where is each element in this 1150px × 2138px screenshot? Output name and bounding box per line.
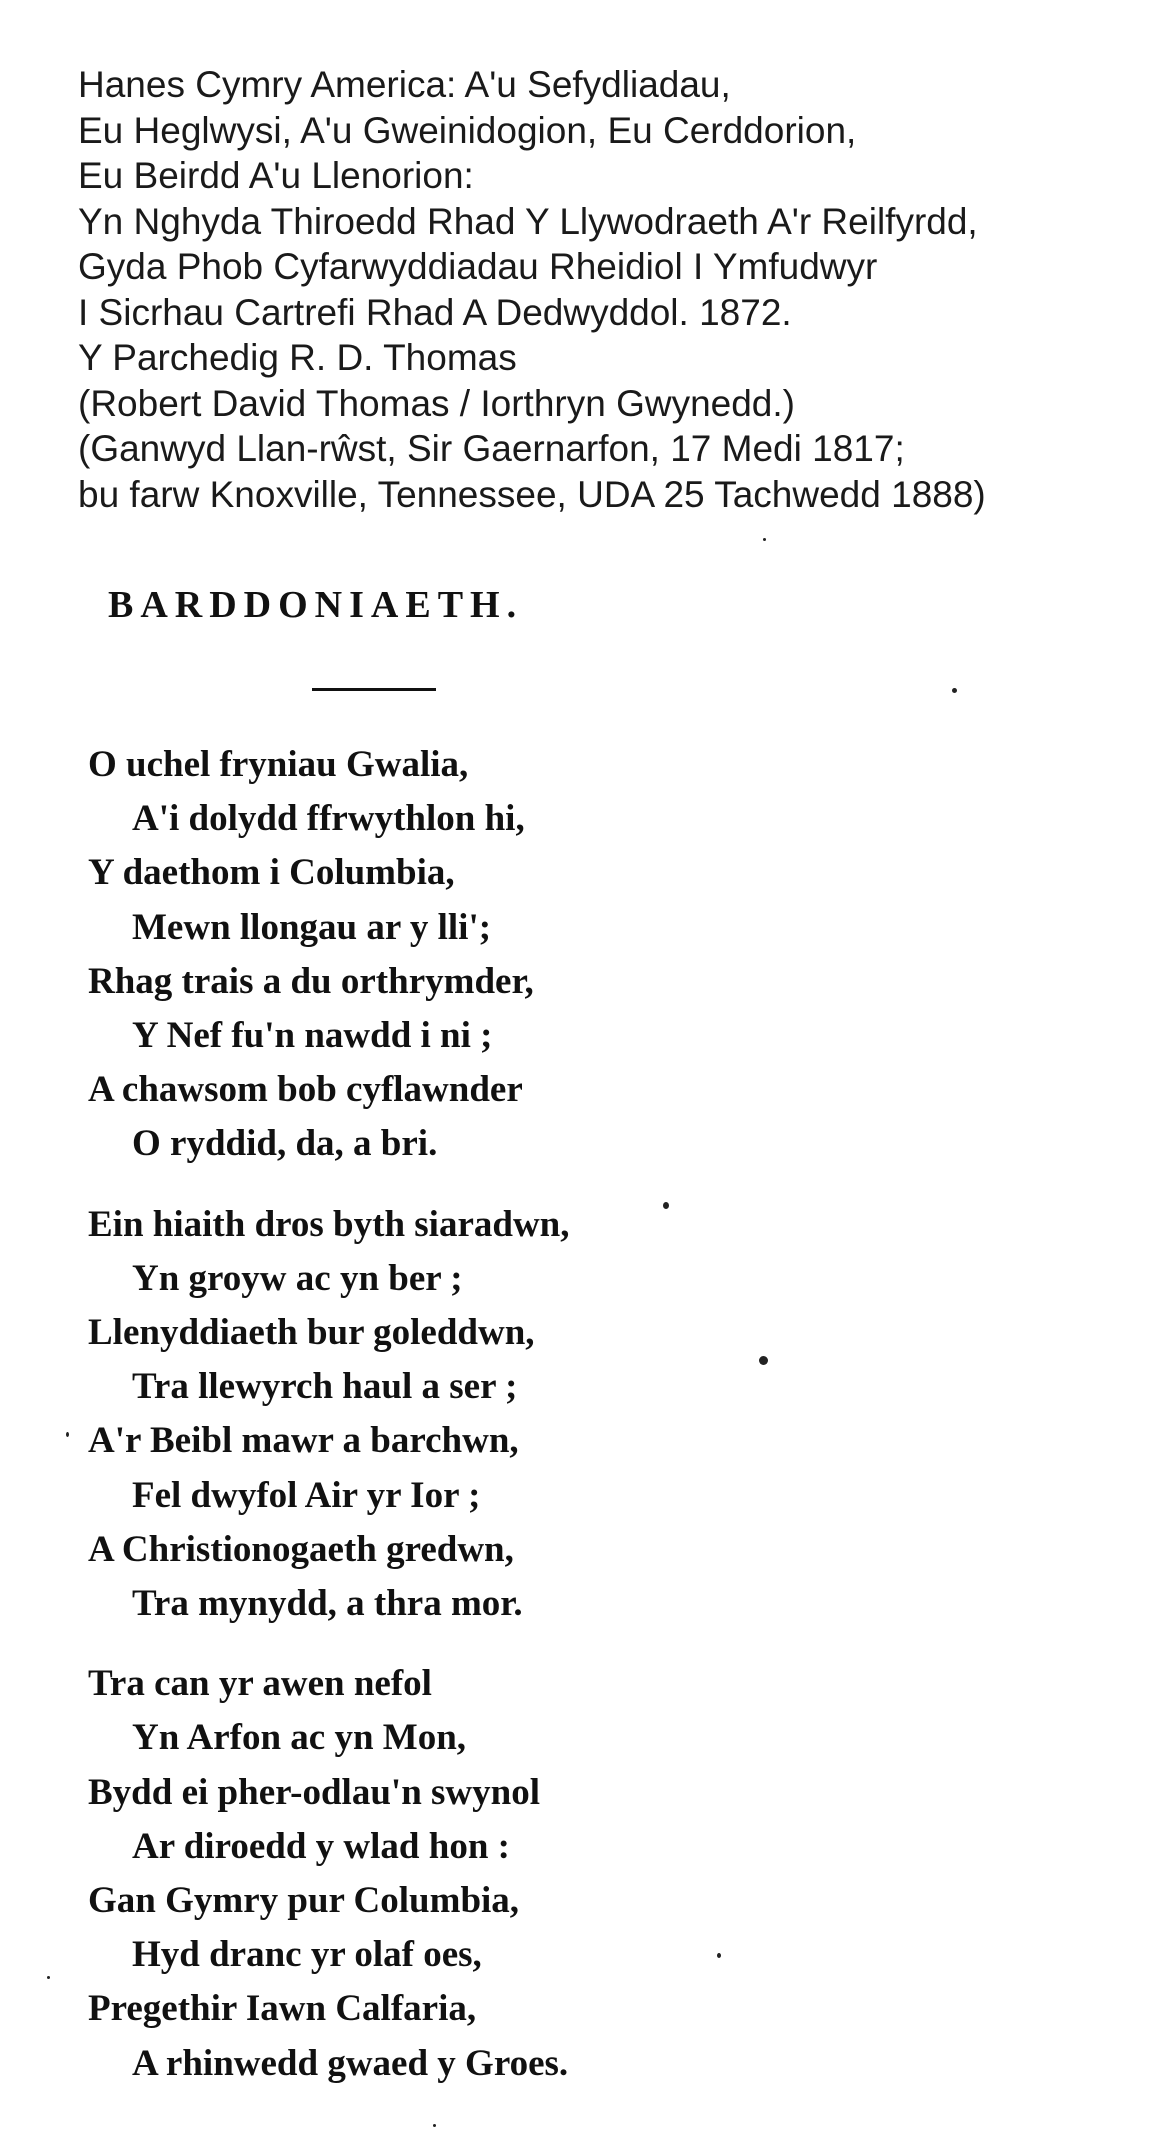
verse-line: Llenyddiaeth bur goleddwn, — [88, 1312, 535, 1354]
stanza — [88, 1657, 570, 2091]
verse-line: Ar diroedd y wlad hon : — [132, 1825, 510, 1867]
scan-speck — [66, 1432, 69, 1437]
verse-line: O ryddid, da, a bri. — [132, 1123, 438, 1165]
header-line: (Robert David Thomas / Iorthryn Gwynedd.) — [78, 382, 795, 424]
poem — [88, 738, 570, 2117]
scan-speck — [759, 1356, 768, 1365]
header-line: Y Parchedig R. D. Thomas — [78, 337, 517, 378]
scan-speck — [433, 2124, 436, 2127]
header-line: I Sicrhau Cartrefi Rhad A Dedwyddol. 1872. — [78, 291, 792, 333]
stanza — [88, 1198, 570, 1632]
verse-line: O uchel fryniau Gwalia, — [88, 744, 469, 785]
scan-speck — [717, 1953, 721, 1958]
header-line: bu farw Knoxville, Tennessee, UDA 25 Tachwedd 1888) — [78, 473, 986, 515]
header-citation — [78, 62, 986, 517]
verse-line: Y daethom i Columbia, — [88, 852, 455, 894]
header-line: Eu Beirdd A'u Llenorion: — [78, 155, 474, 196]
header-line: Gyda Phob Cyfarwyddiadau Rheidiol I Ymfudwyr — [78, 246, 878, 287]
header-line: Yn Nghyda Thiroedd Rhad Y Llywodraeth A'r Reilfyrdd, — [78, 200, 978, 242]
verse-line: A rhinwedd gwaed y Groes. — [132, 2042, 569, 2084]
verse-line: A'i dolydd ffrwythlon hi, — [132, 798, 525, 840]
verse-line: Y Nef fu'n nawdd i ni ; — [132, 1015, 493, 1057]
verse-line: Tra can yr awen nefol — [88, 1663, 432, 1705]
verse-line: Hyd dranc yr olaf oes, — [132, 1934, 482, 1976]
verse-line: A'r Beibl mawr a barchwn, — [88, 1420, 519, 1462]
header-line: Hanes Cymry America: A'u Sefydliadau, — [78, 64, 731, 105]
verse-line: A chawsom bob cyflawnder — [88, 1069, 523, 1111]
header-line: Eu Heglwysi, A'u Gweinidogion, Eu Cerddorion, — [78, 109, 857, 151]
verse-line: Gan Gymry pur Columbia, — [88, 1880, 520, 1922]
verse-line: Mewn llongau ar y lli'; — [132, 906, 492, 948]
verse-line: Bydd ei pher-odlau'n swynol — [88, 1771, 541, 1813]
verse-line: Yn Arfon ac yn Mon, — [132, 1717, 467, 1759]
scan-speck — [763, 538, 766, 541]
heading-rule — [312, 688, 436, 691]
verse-line: A Christionogaeth gredwn, — [88, 1528, 514, 1570]
scan-speck — [952, 688, 957, 693]
verse-line: Tra mynydd, a thra mor. — [132, 1583, 523, 1625]
verse-line: Tra llewyrch haul a ser ; — [132, 1366, 518, 1408]
scan-speck — [47, 1976, 50, 1979]
verse-line: Rhag trais a du orthrymder, — [88, 960, 534, 1002]
verse-line: Yn groyw ac yn ber ; — [132, 1257, 463, 1299]
verse-line: Ein hiaith dros byth siaradwn, — [88, 1203, 570, 1245]
verse-line: Fel dwyfol Air yr Ior ; — [132, 1474, 481, 1516]
section-heading: BARDDONIAETH. — [108, 584, 524, 626]
header-line: (Ganwyd Llan-rŵst, Sir Gaernarfon, 17 Medi 1817; — [78, 428, 905, 469]
verse-line: Pregethir Iawn Calfaria, — [88, 1988, 477, 2030]
stanza — [88, 738, 570, 1172]
scan-speck — [663, 1202, 669, 1209]
